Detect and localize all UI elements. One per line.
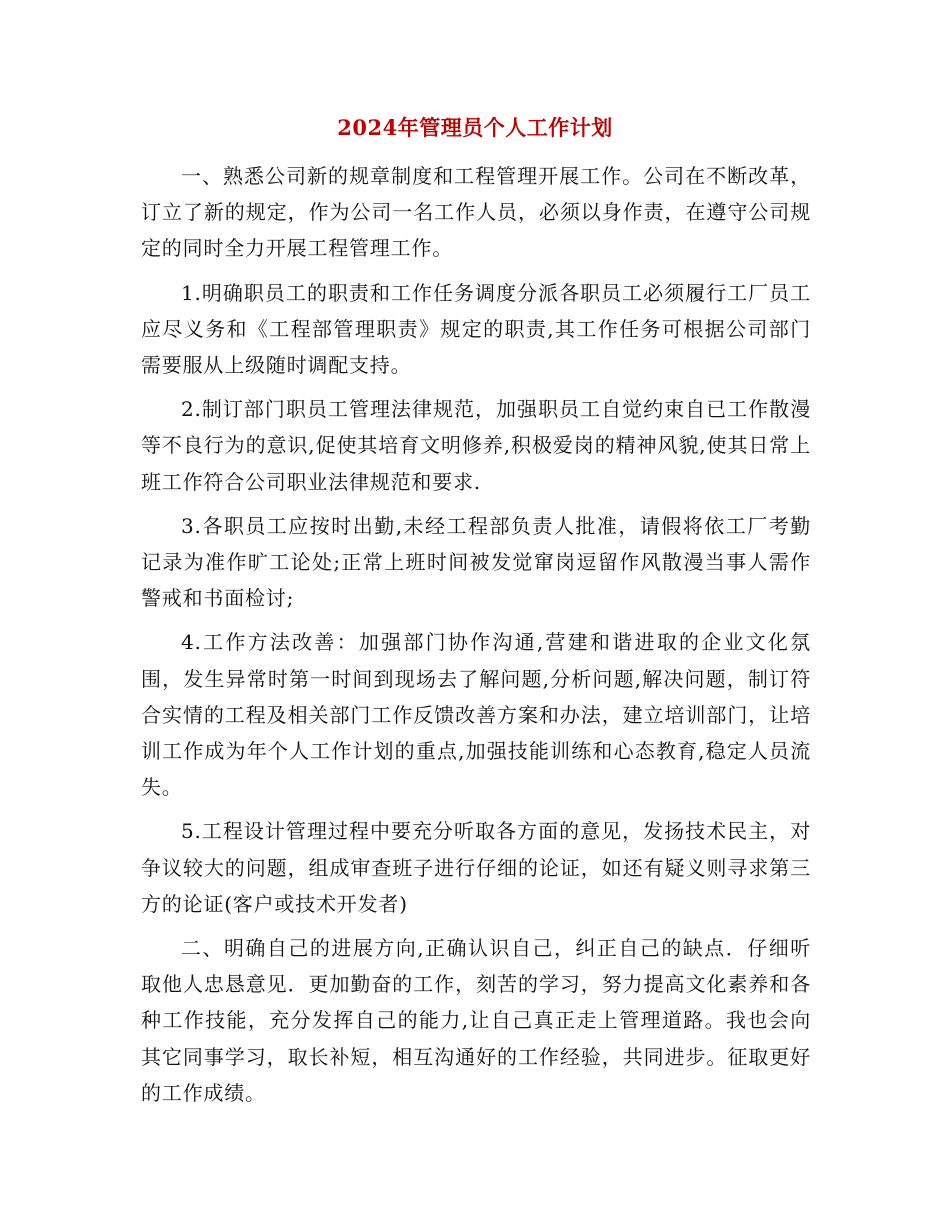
paragraph-2: 1.明确职员工的职责和工作任务调度分派各职员工必须履行工厂员工应尽义务和《工程部管理职责》规定的职责,其工作任务可根据公司部门需要服从上级随时调配支持。 xyxy=(141,280,811,378)
paragraph-6: 5.工程设计管理过程中要充分听取各方面的意见，发扬技术民主，对争议较大的问题，组成审查班子进行仔细的论证，如还有疑义则寻求第三方的论证(客户或技术开发者) xyxy=(141,819,811,916)
paragraph-3: 2.制订部门职员工管理法律规范，加强职员工自觉约束自已工作散漫等不良行为的意识,促使其培育文明修养,积极爱岗的精神风貌,使其日常上班工作符合公司职业法律规范和要求. xyxy=(141,397,811,494)
document-title: 2024年管理员个人工作计划 xyxy=(337,115,613,140)
document-body xyxy=(141,158,811,1119)
paragraph-4: 3.各职员工应按时出勤,未经工程部负责人批准，请假将依工厂考勤记录为准作旷工论处;正常上班时间被发觉窜岗逗留作风散漫当事人需作警戒和书面检讨; xyxy=(141,513,811,611)
paragraph-1: 一、熟悉公司新的规章制度和工程管理开展工作。公司在不断改革，订立了新的规定，作为公司一名工作人员，必须以身作责，在遵守公司规定的同时全力开展工程管理工作。 xyxy=(141,164,811,261)
paragraph-5: 4.工作方法改善：加强部门协作沟通,营建和谐进取的企业文化氛围，发生异常时第一时间到现场去了解问题,分析问题,解决问题，制订符合实情的工程及相关部门工作反馈改善方案和办法，建立培训部门，让培训工作成为年个人工作计划的重点,加强技能训练和心态教育,稳定人员流失。 xyxy=(141,630,811,800)
paragraph-7: 二、明确自己的进展方向,正确认识自己，纠正自己的缺点．仔细听取他人忠恳意见．更加勤奋的工作，刻苦的学习，努力提高文化素养和各种工作技能，充分发挥自己的能力,让自己真正走上管理道路。我也会向其它同事学习，取长补短，相互沟通好的工作经验，共同进步。征取更好的工作成绩。 xyxy=(141,936,811,1105)
